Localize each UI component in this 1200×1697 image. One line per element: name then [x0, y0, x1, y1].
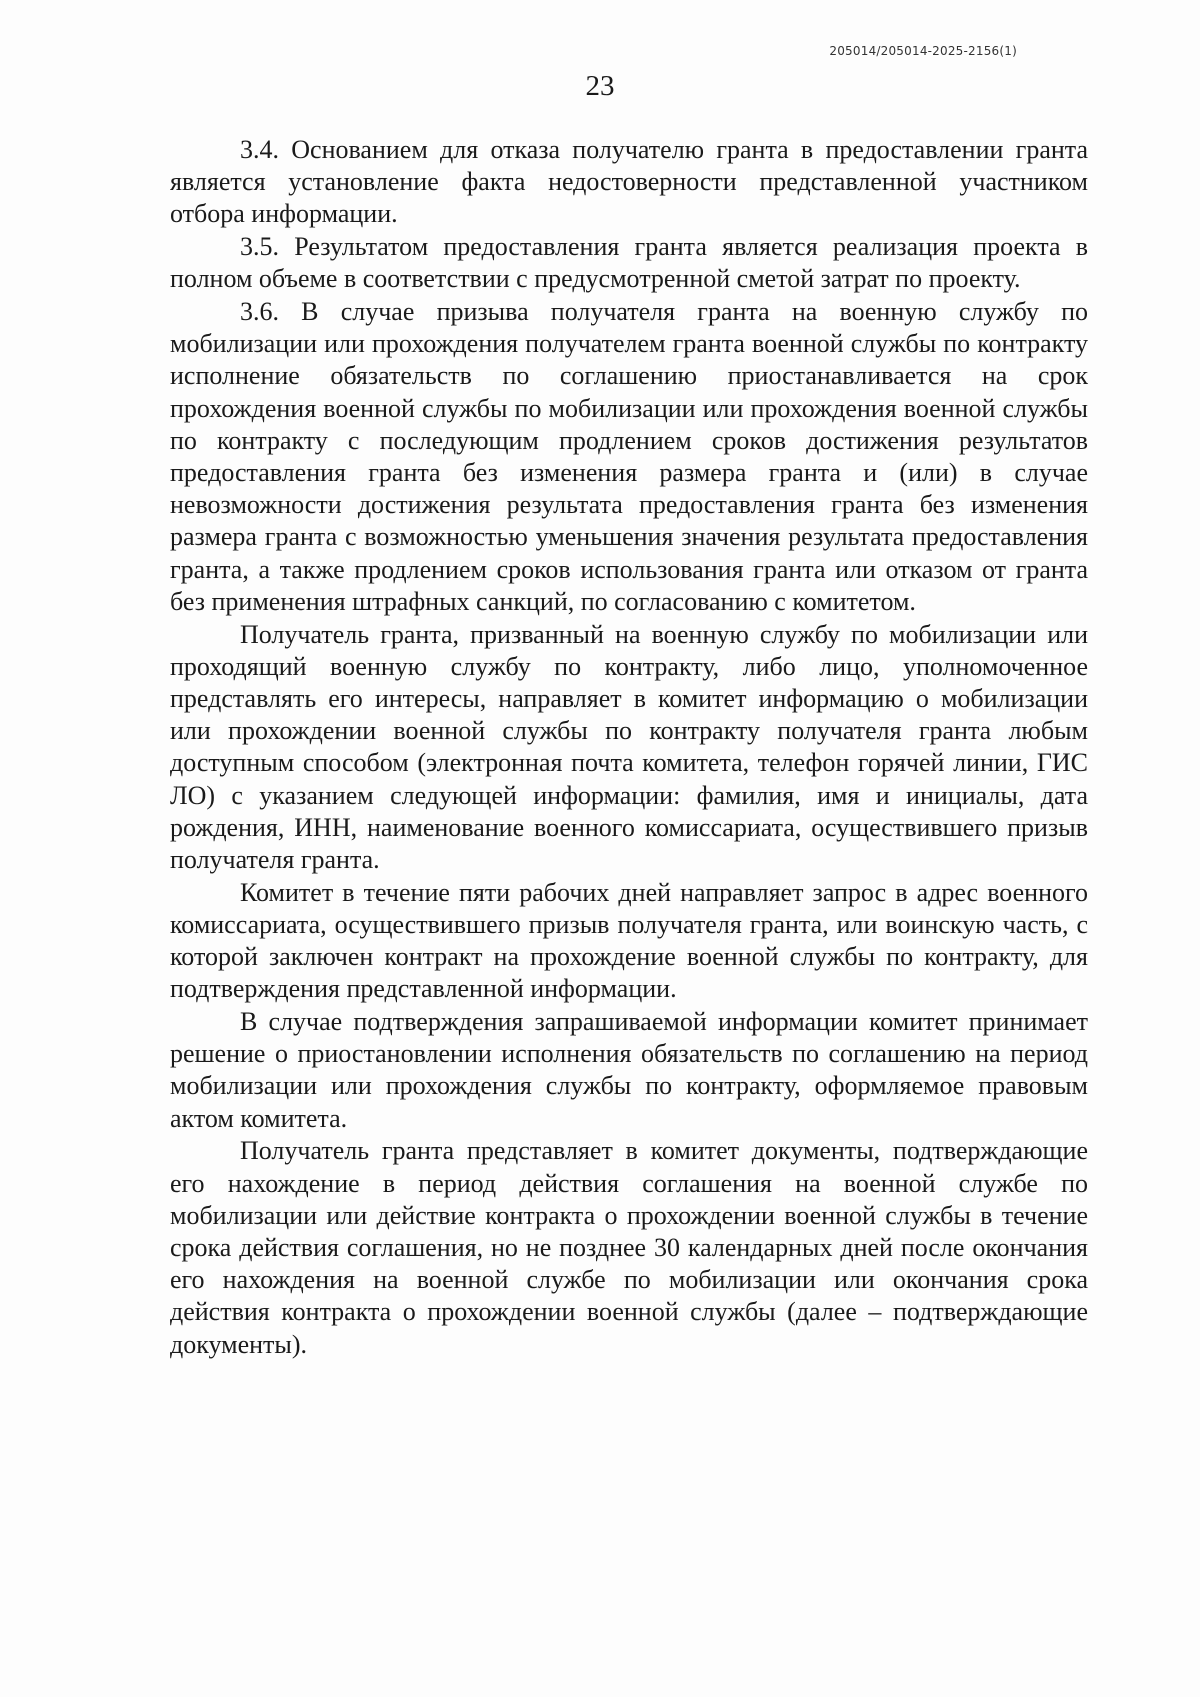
- page-number: 23: [585, 70, 615, 102]
- paragraph-supporting-documents: Получатель гранта представляет в комитет документы, подтверждающие его нахождение в период действия соглашения на военной службе по мобилизации или действие контракта о прохождении военной службы в течение срока действия соглашения, но не позднее 30 календарных дней после окончания его нахождения на военной службе по мобилизации или окончания срока действия контракта о прохождении военной службы (далее – подтверждающие документы).: [170, 1136, 1088, 1359]
- document-body: [170, 134, 1088, 1361]
- document-id: 205014/205014-2025-2156(1): [829, 44, 1017, 58]
- paragraph-committee-request: Комитет в течение пяти рабочих дней направляет запрос в адрес военного комиссариата, осуществившего призыв получателя гранта, или воинскую часть, с которой заключен контракт на прохождение военной службы по контракту, для подтверждения представленной информации.: [170, 877, 1088, 1004]
- paragraph-recipient-notice: Получатель гранта, призванный на военную службу по мобилизации или проходящий военную службу по контракту, либо лицо, уполномоченное представлять его интересы, направляет в комитет информацию о мобилизации или прохождении военной службы по контракту получателя гранта любым доступным способом (электронная почта комитета, телефон горячей линии, ГИС ЛО) с указанием следующей информации: фамилия, имя и инициалы, дата рождения, ИНН, наименование военного комиссариата, осуществившего призыв получателя гранта.: [170, 619, 1088, 874]
- paragraph-3-5: 3.5. Результатом предоставления гранта является реализация проекта в полном объеме в соответствии с предусмотренной сметой затрат по проекту.: [170, 232, 1088, 294]
- paragraph-3-6: 3.6. В случае призыва получателя гранта на военную службу по мобилизации или прохождения получателем гранта военной службы по контракту исполнение обязательств по соглашению приостанавливается на срок прохождения военной службы по мобилизации или прохождения военной службы по контракту с последующим продлением сроков достижения результатов предоставления гранта без изменения размера гранта и (или) в случае невозможности достижения результата предоставления гранта без изменения размера гранта с возможностью уменьшения значения результата предоставления гранта, а также продлением сроков использования гранта или отказом от гранта без применения штрафных санкций, по согласованию с комитетом.: [170, 297, 1088, 616]
- paragraph-suspension-decision: В случае подтверждения запрашиваемой информации комитет принимает решение о приостановлении исполнения обязательств по соглашению на период мобилизации или прохождения службы по контракту, оформляемое правовым актом комитета.: [170, 1006, 1088, 1133]
- paragraph-3-4: 3.4. Основанием для отказа получателю гранта в предоставлении гранта является установление факта недостоверности представленной участником отбора информации.: [170, 135, 1088, 229]
